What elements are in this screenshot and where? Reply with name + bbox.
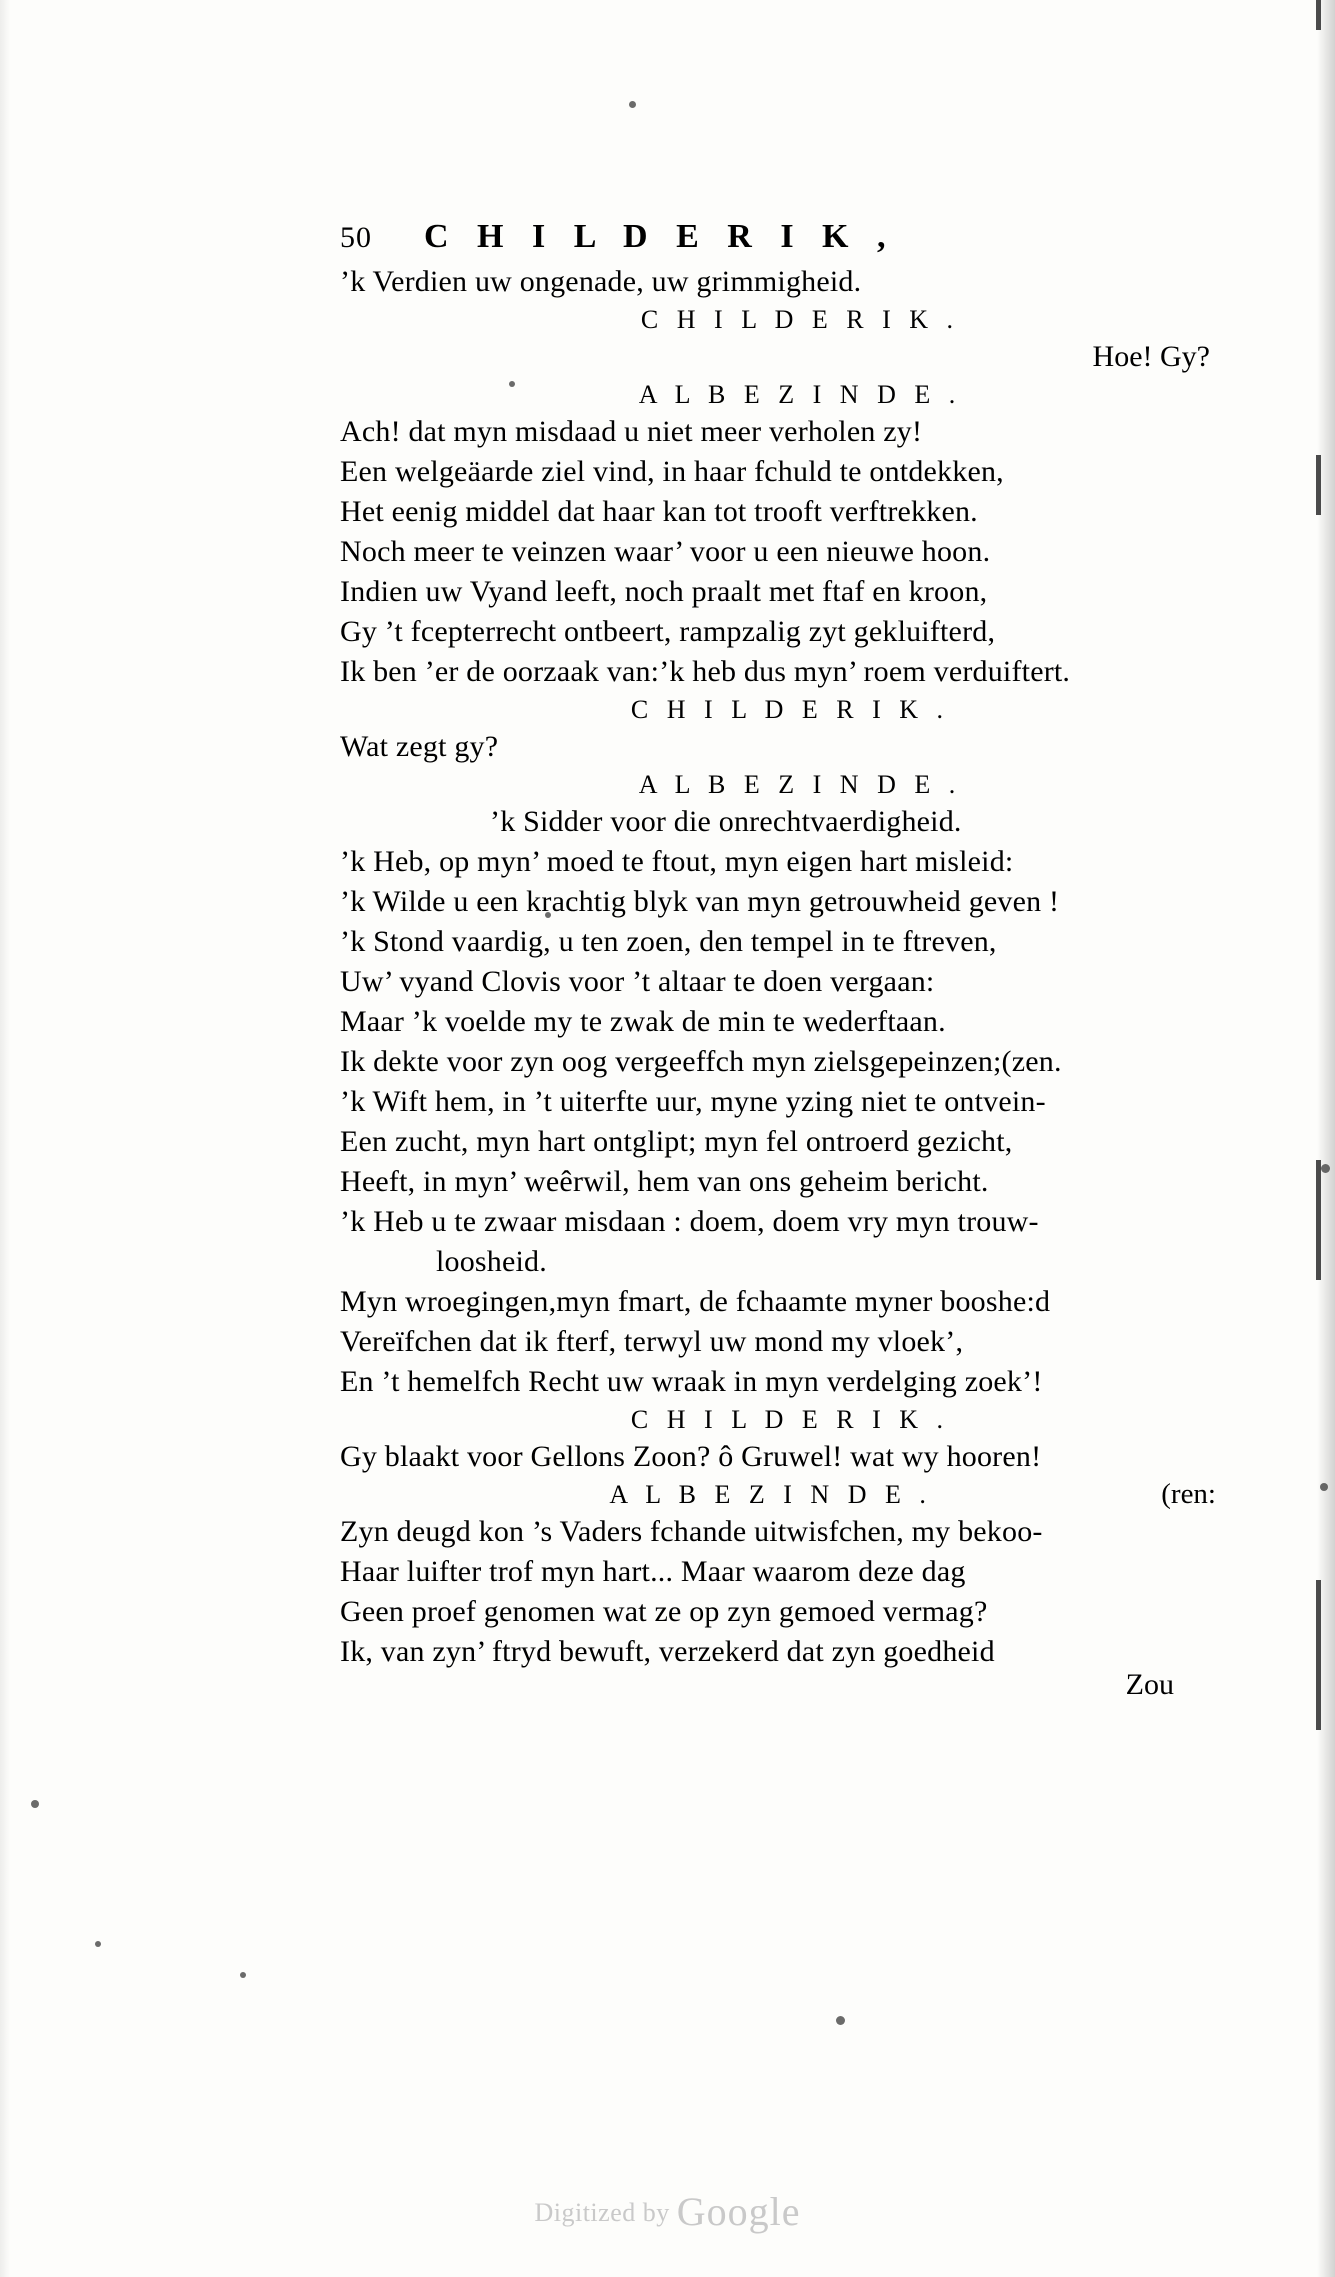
margin-catch-note: (ren:: [1161, 1478, 1216, 1510]
page-right-edge-shadow: [1317, 0, 1335, 2277]
verse-line: ’k Verdien uw ongenade, uw grimmigheid.: [340, 265, 862, 298]
verse-line: Geen proef genomen wat ze op zyn gemoed vermag?: [340, 1595, 988, 1628]
running-title: C H I L D E R I K ,: [424, 218, 896, 255]
verse-line: Zyn deugd kon ’s Vaders fchande uitwisfchen, my bekoo-: [340, 1515, 1043, 1548]
scan-speck: [629, 101, 636, 108]
catchword: Zou: [1125, 1668, 1174, 1701]
verse-line: ’k Heb, op myn’ moed te ftout, myn eigen hart misleid:: [340, 845, 1014, 878]
verse-line: Vereïfchen dat ik fterf, terwyl uw mond my vloek’,: [340, 1325, 964, 1358]
speaker-row-with-note: [340, 1477, 1220, 1512]
verse-line: Haar luifter trof myn hart... Maar waarom deze dag: [340, 1555, 966, 1588]
scan-artifact-bar-4: [1316, 1580, 1321, 1730]
page-text-block: [340, 218, 1220, 1702]
speaker-label: A L B E Z I N D E .: [609, 1480, 932, 1509]
speaker-label: C H I L D E R I K .: [630, 695, 950, 724]
verse-line: ’k Wift hem, in ’t uiterfte uur, myne yzing niet te ontvein-: [340, 1085, 1046, 1118]
verse-line: Heeft, in myn’ weêrwil, hem van ons geheim bericht.: [340, 1165, 989, 1198]
verse-line: Ik, van zyn’ ftryd bewuft, verzekerd dat zyn goedheid: [340, 1635, 995, 1668]
page-header: [340, 218, 1220, 256]
scan-artifact-bar-2: [1316, 455, 1321, 515]
scan-speck: [1320, 1483, 1328, 1491]
scan-speck: [31, 1800, 39, 1808]
verse-line: Gy ’t fcepterrecht ontbeert, rampzalig zyt gekluifterd,: [340, 615, 996, 648]
credit-prefix: Digitized by: [534, 2198, 670, 2227]
verse-line: Een zucht, myn hart ontglipt; myn fel ontroerd gezicht,: [340, 1125, 1013, 1158]
verse-line: En ’t hemelfch Recht uw wraak in myn verdelging zoek’!: [340, 1365, 1043, 1398]
verse-line: Ach! dat myn misdaad u niet meer verholen zy!: [340, 415, 923, 448]
speaker-label: C H I L D E R I K .: [630, 1405, 950, 1434]
verse-line: loosheid.: [436, 1245, 547, 1278]
verse-line: Maar ’k voelde my te zwak de min te wederftaan.: [340, 1005, 946, 1038]
page-left-edge-shadow: [0, 0, 10, 2277]
verse-line-right: Hoe! Gy?: [1092, 340, 1210, 373]
page-number: 50: [340, 221, 372, 254]
verse-line: ’k Wilde u een krachtig blyk van myn getrouwheid geven !: [340, 885, 1060, 918]
verse-line: Uw’ vyand Clovis voor ’t altaar te doen vergaan:: [340, 965, 935, 998]
scan-speck: [1321, 1164, 1330, 1173]
verse-line: Indien uw Vyand leeft, noch praalt met ftaf en kroon,: [340, 575, 988, 608]
scan-speck: [836, 2016, 845, 2025]
speaker-label: A L B E Z I N D E .: [638, 380, 962, 409]
scan-speck: [95, 1941, 101, 1947]
verse-line: Het eenig middel dat haar kan tot trooft verftrekken.: [340, 495, 978, 528]
verse-line: Myn wroegingen,myn fmart, de fchaamte myner booshe:d: [340, 1285, 1051, 1318]
verse-line: Ik ben ’er de oorzaak van:’k heb dus myn’ roem verduiftert.: [340, 655, 1071, 688]
verse-line: Noch meer te veinzen waar’ voor u een nieuwe hoon.: [340, 535, 991, 568]
verse-line: Wat zegt gy?: [340, 730, 499, 763]
speaker-label: C H I L D E R I K .: [640, 305, 960, 334]
verse-line: ’k Sidder voor die onrechtvaerdigheid.: [490, 805, 962, 838]
scan-speck: [240, 1972, 246, 1978]
scan-artifact-bar-3: [1316, 1160, 1321, 1280]
verse-line: ’k Stond vaardig, u ten zoen, den tempel in te ftreven,: [340, 925, 997, 958]
verse-line: Ik dekte voor zyn oog vergeeffch myn zielsgepeinzen;(zen.: [340, 1045, 1062, 1078]
speaker-label: A L B E Z I N D E .: [638, 770, 962, 799]
credit-brand: Google: [676, 2189, 801, 2234]
scan-artifact-bar-1: [1316, 0, 1321, 30]
verse-line: Een welgeäarde ziel vind, in haar fchuld te ontdekken,: [340, 455, 1004, 488]
verse-line: ’k Heb u te zwaar misdaan : doem, doem vry myn trouw-: [340, 1205, 1039, 1238]
verse-line: Gy blaakt voor Gellons Zoon? ô Gruwel! wat wy hooren!: [340, 1440, 1042, 1473]
digitization-credit: [0, 2188, 1335, 2235]
